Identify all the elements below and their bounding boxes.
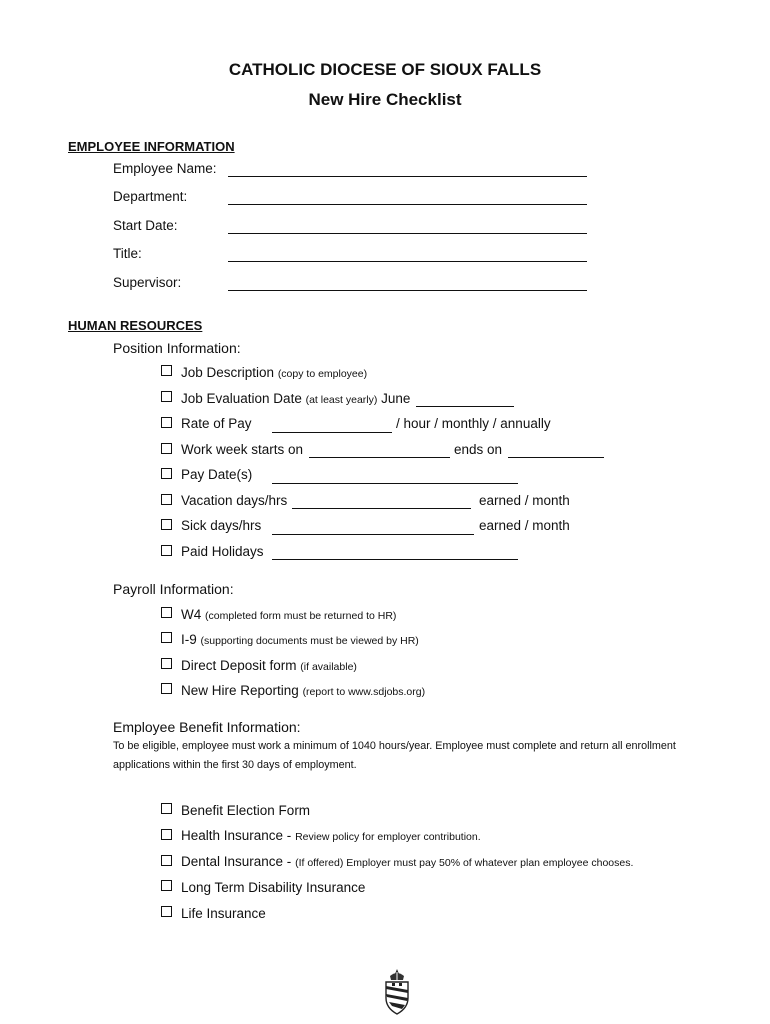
health-insurance-checkbox[interactable] — [161, 829, 172, 840]
employee-name-field[interactable] — [228, 176, 587, 177]
department-label: Department: — [113, 189, 188, 204]
i9-item — [181, 632, 419, 647]
dental-insurance-checkbox[interactable] — [161, 855, 172, 866]
pay-dates-label: Pay Date(s) — [181, 467, 253, 482]
paid-holidays-checkbox[interactable] — [161, 545, 172, 556]
sick-checkbox[interactable] — [161, 519, 172, 530]
start-date-field[interactable] — [228, 233, 587, 234]
life-insurance-checkbox[interactable] — [161, 906, 172, 917]
vacation-checkbox[interactable] — [161, 494, 172, 505]
benefit-eligibility-paragraph: To be eligible, employee must work a minimum of 1040 hours/year. Employee must complete and return all enrollment applications within the first 30 days of employment. — [113, 740, 676, 771]
job-evaluation-checkbox[interactable] — [161, 391, 172, 402]
work-week-checkbox[interactable] — [161, 443, 172, 454]
supervisor-label: Supervisor: — [113, 275, 182, 290]
new-hire-reporting-checkbox[interactable] — [161, 683, 172, 694]
benefit-election-label: Benefit Election Form — [181, 803, 311, 818]
paid-holidays-field[interactable] — [272, 559, 518, 560]
title-field[interactable] — [228, 261, 587, 262]
work-week-label: Work week starts on — [181, 442, 304, 457]
sick-earned-label: earned / month — [479, 518, 570, 533]
life-insurance-label: Life Insurance — [181, 906, 266, 921]
rate-of-pay-checkbox[interactable] — [161, 417, 172, 428]
human-resources-heading: HUMAN RESOURCES — [68, 318, 203, 333]
diocese-crest-logo — [381, 968, 413, 1016]
department-field[interactable] — [228, 204, 587, 205]
long-term-disability-label: Long Term Disability Insurance — [181, 880, 366, 895]
pay-dates-field[interactable] — [272, 483, 518, 484]
job-description-checkbox[interactable] — [161, 365, 172, 376]
i9-checkbox[interactable] — [161, 632, 172, 643]
job-description-item — [181, 365, 367, 380]
rate-of-pay-label: Rate of Pay — [181, 416, 252, 431]
vacation-label: Vacation days/hrs — [181, 493, 288, 508]
dental-insurance-item — [181, 854, 633, 869]
benefit-info-label: Employee Benefit Information: — [113, 719, 301, 735]
w4-item — [181, 607, 396, 622]
direct-deposit-label: Direct Deposit form — [181, 658, 297, 673]
job-evaluation-suffix: June — [381, 391, 411, 406]
document-subtitle: New Hire Checklist — [308, 90, 462, 109]
new-hire-reporting-label: New Hire Reporting — [181, 683, 299, 698]
long-term-disability-checkbox[interactable] — [161, 880, 172, 891]
work-week-end-field[interactable] — [508, 457, 604, 458]
direct-deposit-checkbox[interactable] — [161, 658, 172, 669]
employee-name-label: Employee Name: — [113, 161, 217, 176]
health-insurance-item — [181, 828, 481, 843]
document-title: CATHOLIC DIOCESE OF SIOUX FALLS — [228, 60, 542, 79]
pay-dates-checkbox[interactable] — [161, 468, 172, 479]
paid-holidays-label: Paid Holidays — [181, 544, 264, 559]
benefit-election-checkbox[interactable] — [161, 803, 172, 814]
new-hire-reporting-item — [181, 683, 425, 698]
payroll-info-label: Payroll Information: — [113, 581, 234, 597]
w4-checkbox[interactable] — [161, 607, 172, 618]
direct-deposit-note: (if available) — [300, 661, 357, 673]
position-info-label: Position Information: — [113, 340, 241, 356]
vacation-field[interactable] — [292, 508, 471, 509]
job-description-label: Job Description — [181, 365, 275, 380]
w4-note: (completed form must be returned to HR) — [205, 610, 397, 622]
vacation-earned-label: earned / month — [479, 493, 570, 508]
work-week-start-field[interactable] — [309, 457, 450, 458]
sick-label: Sick days/hrs — [181, 518, 262, 533]
job-description-note: (copy to employee) — [277, 368, 368, 380]
supervisor-field[interactable] — [228, 290, 587, 291]
new-hire-reporting-note: (report to www.sdjobs.org) — [302, 686, 426, 698]
start-date-label: Start Date: — [113, 218, 178, 233]
job-evaluation-date-field[interactable] — [416, 406, 514, 407]
title-label: Title: — [113, 246, 142, 261]
i9-note: (supporting documents must be viewed by HR) — [200, 635, 419, 647]
work-week-ends-label: ends on — [454, 442, 503, 457]
rate-of-pay-field[interactable] — [272, 432, 392, 433]
sick-field[interactable] — [272, 534, 474, 535]
direct-deposit-item — [181, 658, 357, 673]
health-insurance-note: Review policy for employer contribution. — [295, 831, 481, 843]
w4-label: W4 — [181, 607, 202, 622]
job-evaluation-note: (at least yearly) — [305, 394, 378, 406]
i9-label: I-9 — [181, 632, 197, 647]
dental-insurance-label: Dental Insurance - — [181, 854, 292, 869]
employee-info-heading: EMPLOYEE INFORMATION — [68, 139, 235, 154]
rate-of-pay-period: / hour / monthly / annually — [396, 416, 551, 431]
health-insurance-label: Health Insurance - — [181, 828, 292, 843]
dental-insurance-note: (If offered) Employer must pay 50% of whatever plan employee chooses. — [295, 857, 634, 869]
job-evaluation-label: Job Evaluation Date — [181, 391, 302, 406]
job-evaluation-item — [181, 391, 410, 406]
